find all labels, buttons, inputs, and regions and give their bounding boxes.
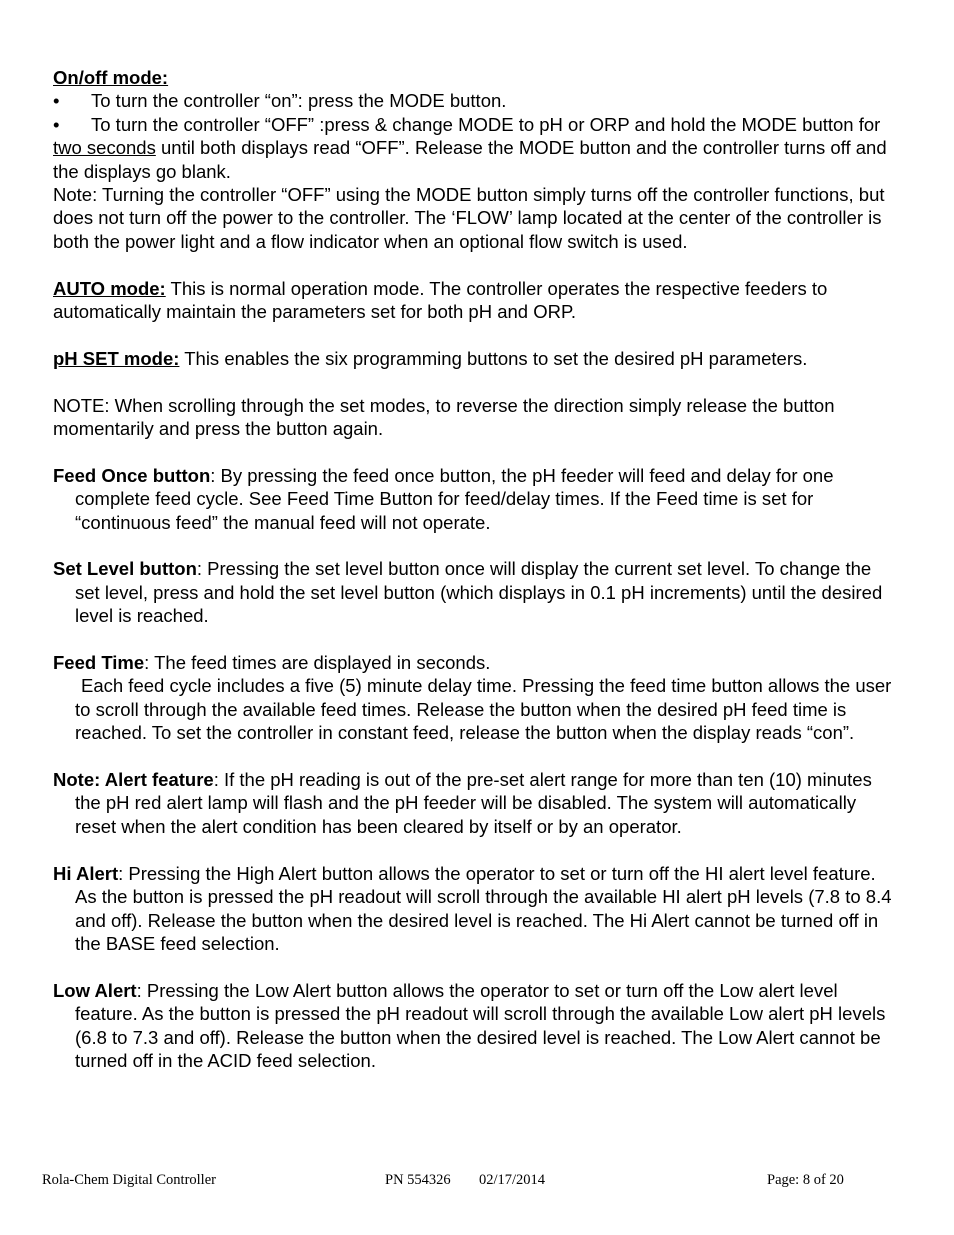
feed-once-text: : By pressing the feed once button, the pH feeder will feed and delay for one complete feed cycle. See Feed Time Button for feed/delay times. If the Feed time is set for “continuous feed” the manual feed will not operate. (75, 464, 834, 533)
onoff-bullet-2-underlined: two seconds (53, 137, 156, 159)
auto-mode-text: This is normal operation mode. The controller operates the respective feeders to automatically maintain the parameters set for both pH and ORP. (53, 277, 828, 323)
set-level-paragraph (53, 557, 898, 627)
hi-alert-paragraph (53, 862, 898, 956)
footer-date: 02/17/2014 (479, 1172, 546, 1188)
alert-feature-paragraph (53, 768, 898, 838)
feed-once-label: Feed Once button (53, 464, 211, 486)
set-level-label: Set Level button (53, 558, 197, 580)
auto-mode-label: AUTO mode: (53, 277, 166, 299)
bullet-glyph: • (53, 113, 60, 135)
scroll-note: NOTE: When scrolling through the set modes, to reverse the direction simply release the button momentarily and press the button again. (53, 394, 835, 440)
auto-mode-paragraph (53, 277, 898, 324)
feed-once-paragraph (53, 464, 898, 534)
alert-feature-text: : If the pH reading is out of the pre-set alert range for more than ten (10) minutes the pH red alert lamp will flash and the pH feeder will be disabled. The system will automatically reset when the alert condition has been cleared by itself or by an operator. (75, 769, 872, 837)
onoff-note: Note: Turning the controller “OFF” using the MODE button simply turns off the controller functions, but does not turn off the power to the controller. The ‘FLOW’ lamp located at the center of the controller is both the power light and a flow indicator when an optional flow switch is used. (53, 184, 885, 252)
low-alert-text: : Pressing the Low Alert button allows the operator to set or turn off the Low alert level feature. As the button is pressed the pH readout will scroll through the available Low alert pH levels (6.8 to 7.3 and off). Release the button when the desired level is reached. The Low Alert cannot be turned off in the ACID feed selection. (75, 979, 886, 1071)
feed-time-detail-text: Each feed cycle includes a five (5) minute delay time. Pressing the feed time button allows the user to scroll through the available feed times. Release the button when the desired pH feed time is reached. To set the controller in constant feed, release the button when the display reads “con”. (75, 675, 892, 744)
alert-feature-label: Note: Alert feature (53, 769, 214, 791)
hi-alert-text: : Pressing the High Alert button allows the operator to set or turn off the HI alert level feature. As the button is pressed the pH readout will scroll through the available HI alert pH levels (7.8 to 8.4 and off). Release the button when the desired level is reached. The Hi Alert cannot be turned off in the BASE feed selection. (75, 862, 892, 954)
low-alert-label: Low Alert (53, 979, 137, 1001)
hi-alert-label: Hi Alert (53, 862, 119, 884)
footer-page-number: Page: 8 of 20 (767, 1172, 844, 1188)
onoff-bullet-1 (53, 89, 898, 112)
document-page (53, 66, 898, 1072)
low-alert-paragraph (53, 979, 898, 1073)
ph-set-mode-paragraph (53, 347, 898, 370)
feed-time-paragraph (53, 651, 898, 674)
onoff-bullet-2-post: until both displays read “OFF”. Release the MODE button and the controller turns off and the displays go blank. (53, 137, 887, 182)
feed-time-text: : The feed times are displayed in seconds. (144, 652, 491, 674)
footer-part-number: PN 554326 (385, 1172, 451, 1188)
feed-time-label: Feed Time (53, 652, 145, 674)
ph-set-mode-text: This enables the six programming buttons to set the desired pH parameters. (179, 347, 808, 369)
set-level-text: : Pressing the set level button once will display the current set level. To change the set level, press and hold the set level button (which displays in 0.1 pH increments) until the desired level is reached. (75, 558, 883, 627)
footer-document-title: Rola-Chem Digital Controller (42, 1172, 216, 1188)
feed-time-detail (53, 674, 898, 744)
onoff-bullet-2 (53, 113, 898, 183)
ph-set-mode-label: pH SET mode: (53, 347, 180, 369)
onoff-bullet-1-text: To turn the controller “on”: press the MODE button. (91, 90, 507, 112)
onoff-heading-text: On/off mode: (53, 67, 169, 88)
bullet-glyph: • (53, 90, 60, 112)
onoff-bullet-2-pre: To turn the controller “OFF” :press & change MODE to pH or ORP and hold the MODE button for (91, 113, 881, 135)
onoff-heading (53, 66, 898, 89)
